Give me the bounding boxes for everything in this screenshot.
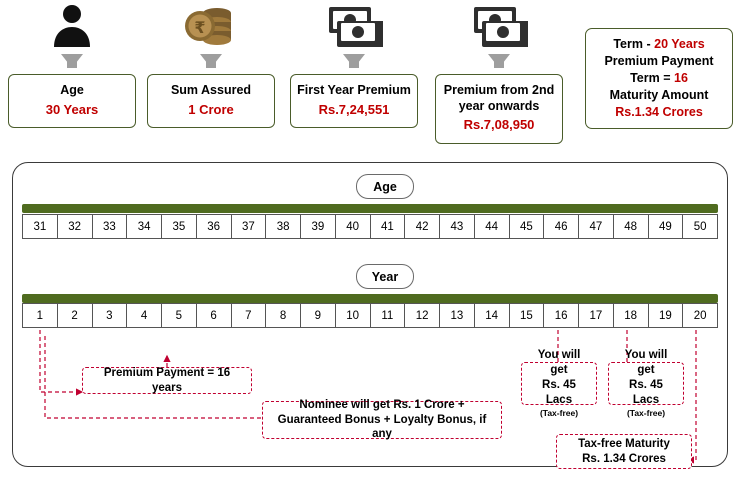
year-tick-15: 15 <box>510 304 545 327</box>
callout-nominee-text: Nominee will get Rs. 1 Crore + Guaranteed Bonus + Loyalty Bonus, if any <box>277 398 487 441</box>
year-tick-14: 14 <box>475 304 510 327</box>
age-tick-34: 34 <box>127 215 162 238</box>
premium-later-years-value: Rs.7,08,950 <box>463 117 535 133</box>
arrow-down-icon <box>200 54 222 68</box>
age-axis-title: Age <box>356 174 414 199</box>
callout-payout-18-line3: (Tax-free) <box>626 407 666 418</box>
first-year-premium-box <box>290 74 418 128</box>
age-tick-40: 40 <box>336 215 371 238</box>
age-tick-45: 45 <box>510 215 545 238</box>
age-tick-38: 38 <box>266 215 301 238</box>
age-tick-47: 47 <box>579 215 614 238</box>
sum-assured-value: 1 Crore <box>188 101 234 117</box>
sum-assured-box <box>147 74 275 128</box>
callout-payout-18-line1: You will get <box>624 349 668 377</box>
year-tick-17: 17 <box>579 304 614 327</box>
age-tick-41: 41 <box>371 215 406 238</box>
sum-assured-label: Sum Assured <box>170 83 252 97</box>
age-tick-33: 33 <box>93 215 128 238</box>
year-tick-6: 6 <box>197 304 232 327</box>
callout-nominee <box>262 398 502 441</box>
callout-payout-16-line1: You will get <box>537 349 581 377</box>
cash-note-icon <box>325 0 383 50</box>
person-icon <box>48 0 96 50</box>
summary-maturity-label: Maturity Amount <box>609 87 709 102</box>
callout-payout-year-16 <box>521 349 597 418</box>
first-year-premium-label: First Year Premium <box>297 83 411 97</box>
summary-premium-term-value: 16 <box>674 70 688 85</box>
age-value: 30 Years <box>45 101 99 117</box>
age-label: Age <box>60 83 84 97</box>
age-tick-42: 42 <box>405 215 440 238</box>
arrow-down-icon <box>61 54 83 68</box>
age-tick-43: 43 <box>440 215 475 238</box>
svg-text:₹: ₹ <box>194 18 206 37</box>
age-tick-31: 31 <box>23 215 58 238</box>
age-tick-48: 48 <box>614 215 649 238</box>
year-tick-3: 3 <box>93 304 128 327</box>
callout-payout-18-line2: Rs. 45 Lacs <box>629 378 663 406</box>
year-tick-19: 19 <box>649 304 684 327</box>
year-tick-20: 20 <box>693 309 707 322</box>
year-axis-title: Year <box>356 264 414 289</box>
year-tick-9: 9 <box>301 304 336 327</box>
year-tick-8: 8 <box>266 304 301 327</box>
top-column-first-year-premium <box>290 0 418 128</box>
arrow-down-icon <box>343 54 365 68</box>
callout-maturity <box>556 434 692 469</box>
callout-premium-payment <box>82 367 252 394</box>
year-tick-1: 1 <box>23 304 58 327</box>
year-tick-12: 12 <box>405 304 440 327</box>
callout-premium-payment-text: Premium Payment = 16 years <box>103 366 231 394</box>
summary-premium-term-label: Premium Payment Term = <box>604 53 714 85</box>
year-axis-scale <box>22 303 718 328</box>
age-axis-bar <box>22 204 718 213</box>
summary-box <box>585 28 733 129</box>
year-tick-4: 4 <box>127 304 162 327</box>
year-tick-13: 13 <box>440 304 475 327</box>
age-tick-32: 32 <box>58 215 93 238</box>
callout-payout-year-18 <box>608 349 684 418</box>
age-tick-36: 36 <box>197 215 232 238</box>
year-tick-10: 10 <box>336 304 371 327</box>
year-tick-2: 2 <box>58 304 93 327</box>
summary-term-label: Term <box>613 37 643 51</box>
summary-maturity-value: Rs.1.34 Crores <box>615 104 703 119</box>
age-tick-37: 37 <box>232 215 267 238</box>
arrow-down-icon <box>488 54 510 68</box>
year-tick-5: 5 <box>162 304 197 327</box>
coins-rupee-icon <box>183 0 239 50</box>
callout-payout-16-line2: Rs. 45 Lacs <box>542 378 576 406</box>
age-tick-44: 44 <box>475 215 510 238</box>
cash-note-icon <box>470 0 528 50</box>
age-tick-46: 46 <box>544 215 579 238</box>
top-column-age <box>8 0 136 128</box>
age-tick-50: 50 <box>693 220 707 233</box>
callout-maturity-line1: Tax-free Maturity <box>578 437 670 450</box>
age-box <box>8 74 136 128</box>
year-axis-bar <box>22 294 718 303</box>
year-tick-11: 11 <box>371 304 406 327</box>
age-tick-49: 49 <box>649 215 684 238</box>
callout-payout-16-line3: (Tax-free) <box>539 407 579 418</box>
summary-premium-term-line <box>591 53 727 87</box>
top-column-premium-later-years <box>435 0 563 144</box>
summary-term-value: 20 Years <box>654 37 705 51</box>
age-axis-scale <box>22 214 718 239</box>
premium-later-years-box <box>435 74 563 144</box>
top-column-sum-assured <box>147 0 275 128</box>
first-year-premium-value: Rs.7,24,551 <box>318 101 390 117</box>
year-tick-18: 18 <box>614 304 649 327</box>
summary-term-line <box>591 36 727 53</box>
age-tick-35: 35 <box>162 215 197 238</box>
year-tick-16: 16 <box>544 304 579 327</box>
summary-term-dash: - <box>646 37 651 51</box>
age-tick-39: 39 <box>301 215 336 238</box>
premium-later-years-label: Premium from 2nd year onwards <box>443 83 555 113</box>
callout-maturity-line2: Rs. 1.34 Crores <box>582 452 666 465</box>
year-tick-7: 7 <box>232 304 267 327</box>
